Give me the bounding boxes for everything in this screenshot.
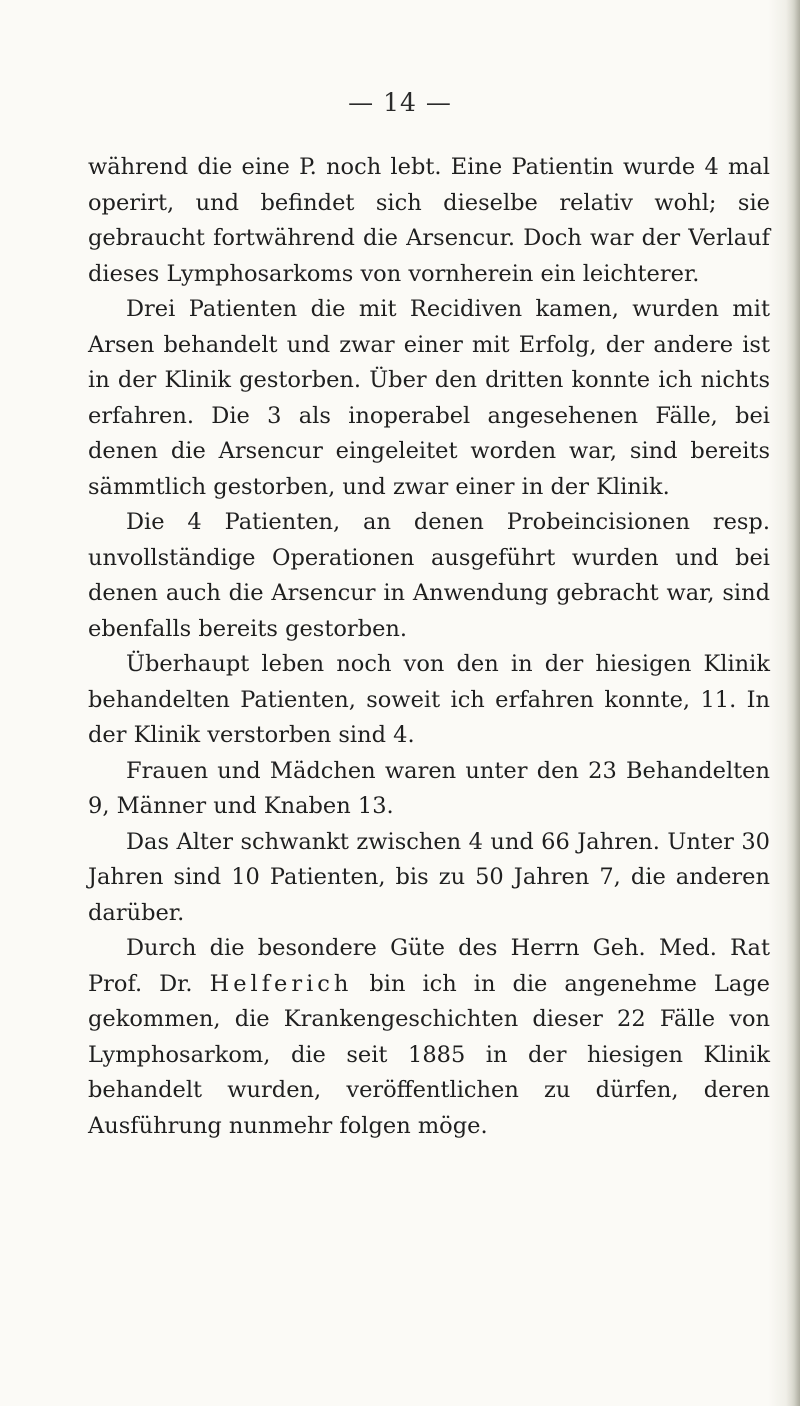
paragraph-7-before: Durch die besondere Güte des Herrn Geh. Med. Rat Prof. Dr.	[88, 935, 770, 997]
paragraph-1: während die eine P. noch lebt. Eine Patientin wurde 4 mal operirt, und befindet sich dieselbe relativ wohl; sie gebraucht fortwährend die Arsencur. Doch war der Verlauf dieses Lymphosarkoms von vornherein ein leichterer.	[88, 154, 770, 287]
page-edge-shadow	[786, 0, 800, 1406]
paragraph-7	[88, 931, 770, 1144]
paragraph-3: Die 4 Patienten, an denen Probeincisionen resp. unvollständige Operationen ausgeführt wurden und bei denen auch die Arsencur in Anwendung gebracht war, sind ebenfalls bereits gestorben.	[88, 509, 770, 642]
page-number: — 14 —	[348, 88, 452, 117]
author-name: Helferich	[209, 970, 353, 997]
paragraph-2: Drei Patienten die mit Recidiven kamen, wurden mit Arsen behandelt und zwar einer mit Erfolg, der andere ist in der Klinik gestorben. Über den dritten konnte ich nichts erfahren. Die 3 als inoperabel angesehenen Fälle, bei denen die Arsencur eingeleitet worden war, sind bereits sämmtlich gestorben, und zwar einer in der Klinik.	[88, 296, 770, 500]
paragraph-6: Das Alter schwankt zwischen 4 und 66 Jahren. Unter 30 Jahren sind 10 Patienten, bis zu 50 Jahren 7, die anderen darüber.	[88, 828, 770, 926]
paragraph-7-after: bin ich in die angenehme Lage gekommen, die Krankengeschichten dieser 22 Fälle von Lymphosarkom, die seit 1885 in der hiesigen Klinik behandelt wurden, veröffentlichen zu dürfen, deren Ausführung nunmehr folgen möge.	[88, 970, 770, 1139]
body-text	[88, 150, 770, 1144]
paragraph-5: Frauen und Mädchen waren unter den 23 Behandelten 9, Männer und Knaben 13.	[88, 757, 770, 819]
paragraph-4: Überhaupt leben noch von den in der hiesigen Klinik behandelten Patienten, soweit ich erfahren konnte, 11. In der Klinik verstorben sind 4.	[88, 651, 770, 748]
